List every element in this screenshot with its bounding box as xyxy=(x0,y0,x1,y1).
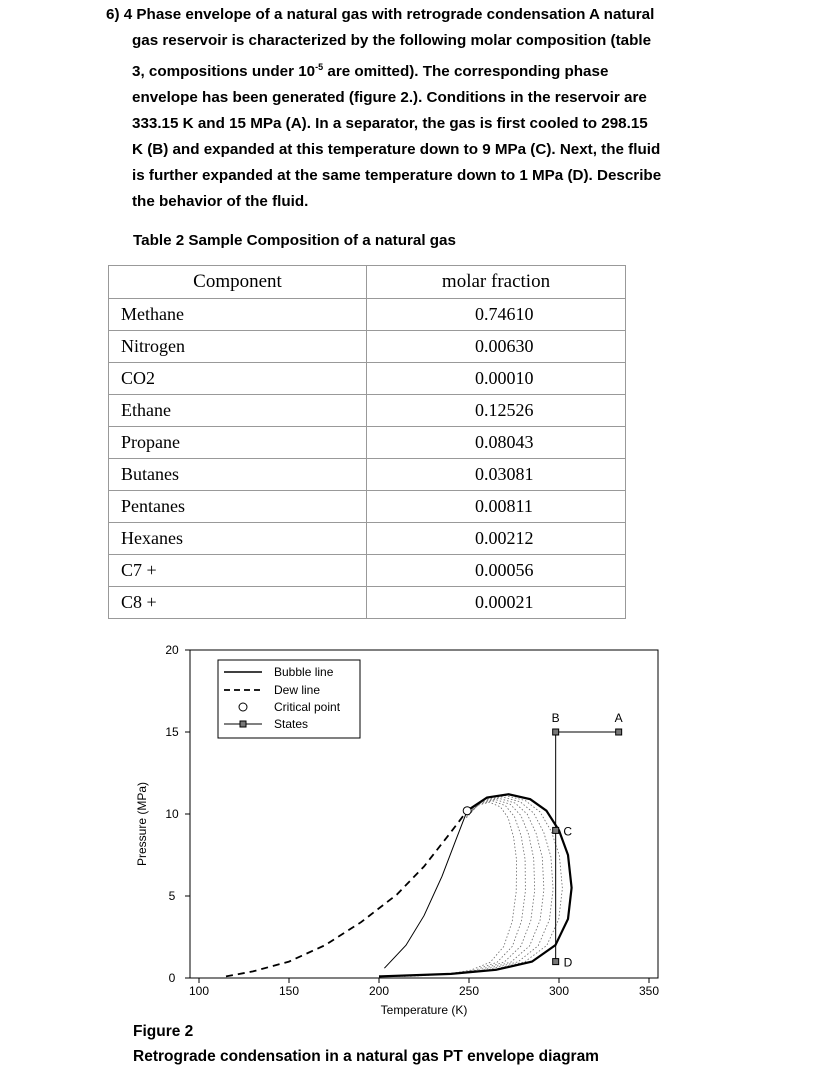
table-row: Pentanes 0.00811 xyxy=(109,491,626,523)
column-header-molar-fraction: molar fraction xyxy=(367,266,626,299)
legend-entry: States xyxy=(274,717,309,731)
quality-line xyxy=(394,798,544,976)
problem-number: 6) xyxy=(106,6,120,23)
problem-line-5: 333.15 K and 15 MPa (A). In a separator, the gas is first cooled to 298.15 xyxy=(132,115,648,133)
legend-entry: Dew line xyxy=(274,683,321,697)
x-tick-label: 250 xyxy=(458,984,480,998)
critical-point-marker xyxy=(463,807,471,815)
legend-entry: Critical point xyxy=(274,700,341,714)
problem-line-6: K (B) and expanded at this temperature down to 9 MPa (C). Next, the fluid xyxy=(132,141,661,159)
table-row: C8 + 0.00021 xyxy=(109,587,626,619)
state-label-b: B xyxy=(551,711,560,725)
table-row: CO2 0.00010 xyxy=(109,363,626,395)
problem-line-2: gas reservoir is characterized by the following molar composition (table xyxy=(132,32,652,49)
state-marker-b xyxy=(553,729,559,735)
quality-line xyxy=(389,797,553,977)
x-tick-label: 350 xyxy=(638,984,660,998)
state-marker-d xyxy=(553,959,559,965)
problem-line-7: is further expanded at the same temperature down to 1 MPa (D). Describe xyxy=(132,167,662,185)
bubble-line xyxy=(384,811,467,969)
figure-label: Figure 2 xyxy=(133,1023,194,1040)
y-tick-label: 5 xyxy=(168,889,176,903)
state-label-a: A xyxy=(614,711,623,725)
table-row: Butanes 0.03081 xyxy=(109,459,626,491)
table-caption: Table 2 Sample Composition of a natural gas xyxy=(133,232,456,249)
problem-line-3: 3, compositions under $10^{-5}$ are omitted). The corresponding phase xyxy=(132,62,609,81)
phase-envelope-curve xyxy=(379,794,572,976)
y-tick-label: 15 xyxy=(165,725,179,739)
state-label-c: C xyxy=(563,824,573,839)
legend-swatch-states-marker xyxy=(240,721,246,727)
figure-caption xyxy=(133,1019,599,1069)
table-row: Propane 0.08043 xyxy=(109,427,626,459)
table-row: C7 + 0.00056 xyxy=(109,555,626,587)
problem-line-8: the behavior of the fluid. xyxy=(132,193,309,211)
table-row: Methane 0.74610 xyxy=(109,299,626,331)
table-row: Ethane 0.12526 xyxy=(109,395,626,427)
state-label-d: D xyxy=(563,955,573,970)
column-header-component: Component xyxy=(109,266,367,299)
y-tick-label: 10 xyxy=(165,807,179,821)
dew-line xyxy=(226,811,467,977)
exponent: -5 xyxy=(315,62,324,72)
x-tick-label: 100 xyxy=(188,984,210,998)
legend-entry: Bubble line xyxy=(274,665,334,679)
legend-swatch-critical xyxy=(239,703,247,711)
y-tick-label: 0 xyxy=(168,971,176,985)
y-axis-label: Pressure (MPa) xyxy=(135,781,149,867)
figure-title: Retrograde condensation in a natural gas PT envelope diagram xyxy=(133,1048,599,1065)
quality-line xyxy=(384,796,563,977)
state-marker-a xyxy=(616,729,622,735)
quality-line xyxy=(399,800,535,977)
quality-line xyxy=(404,801,526,977)
table-row: Nitrogen 0.00630 xyxy=(109,331,626,363)
state-marker-c xyxy=(553,827,559,833)
problem-line-1: 4 Phase envelope of a natural gas with retrograde condensation A natural xyxy=(123,6,655,23)
x-axis-label: Temperature (K) xyxy=(380,1003,468,1017)
x-tick-label: 150 xyxy=(278,984,300,998)
x-tick-label: 300 xyxy=(548,984,570,998)
quality-line xyxy=(408,802,516,976)
problem-line-4: envelope has been generated (figure 2.). Conditions in the reservoir are xyxy=(132,89,647,107)
table-row: Hexanes 0.00212 xyxy=(109,523,626,555)
y-tick-label: 20 xyxy=(165,643,179,657)
x-tick-label: 200 xyxy=(368,984,390,998)
